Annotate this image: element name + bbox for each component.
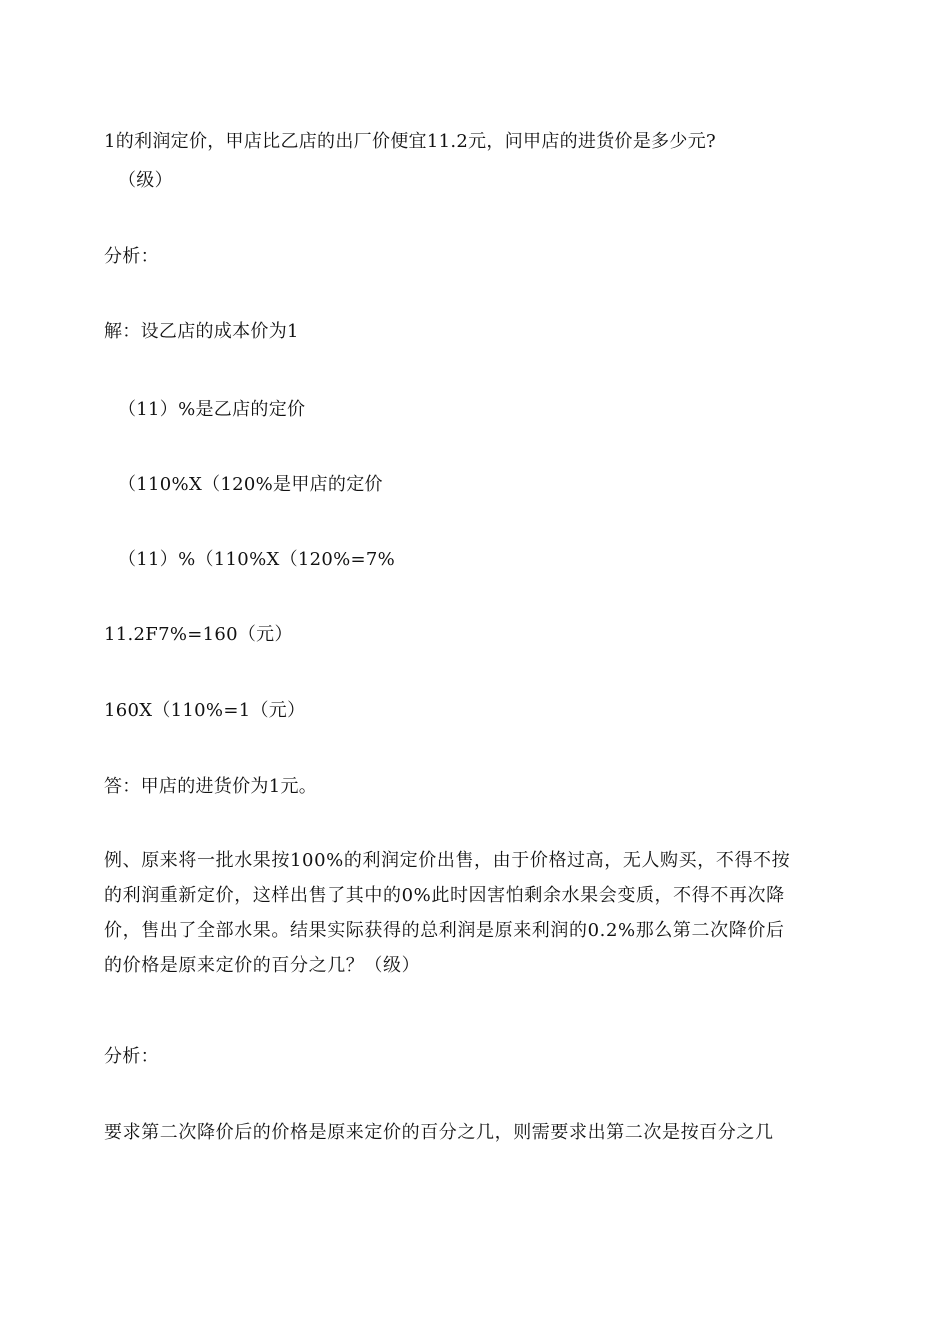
solution-line-6: 160X（110%=1（元） xyxy=(104,700,306,721)
analysis-text-line: 要求第二次降价后的价格是原来定价的百分之几，则需要求出第二次是按百分之几 xyxy=(104,1122,774,1143)
example-paragraph xyxy=(104,843,844,983)
analysis-heading-2: 分析： xyxy=(104,1046,159,1067)
solution-line-1: 解：设乙店的成本价为1 xyxy=(104,321,299,342)
example-line-1: 例、原来将一批水果按100%的利润定价出售，由于价格过高，无人购买，不得不按 xyxy=(104,850,791,871)
solution-line-4: （11）%（110%X（120%=7% xyxy=(118,549,396,570)
solution-line-2: （11）%是乙店的定价 xyxy=(118,399,306,420)
example-line-4: 的价格是原来定价的百分之几？（级） xyxy=(104,955,421,976)
problem-text-line-1: 1的利润定价，甲店比乙店的出厂价便宜11.2元，问甲店的进货价是多少元? xyxy=(104,131,716,152)
solution-line-5: 11.2F7%=160（元） xyxy=(104,624,293,645)
example-line-3: 价，售出了全部水果。结果实际获得的总利润是原来利润的0.2%那么第二次降价后 xyxy=(104,920,785,941)
solution-line-3: （110%X（120%是甲店的定价 xyxy=(118,474,383,495)
analysis-heading: 分析： xyxy=(104,246,159,267)
answer-line: 答：甲店的进货价为1元。 xyxy=(104,776,318,797)
problem-level-note: （级） xyxy=(118,170,173,191)
example-line-2: 的利润重新定价，这样出售了其中的0%此时因害怕剩余水果会变质，不得不再次降 xyxy=(104,885,785,906)
